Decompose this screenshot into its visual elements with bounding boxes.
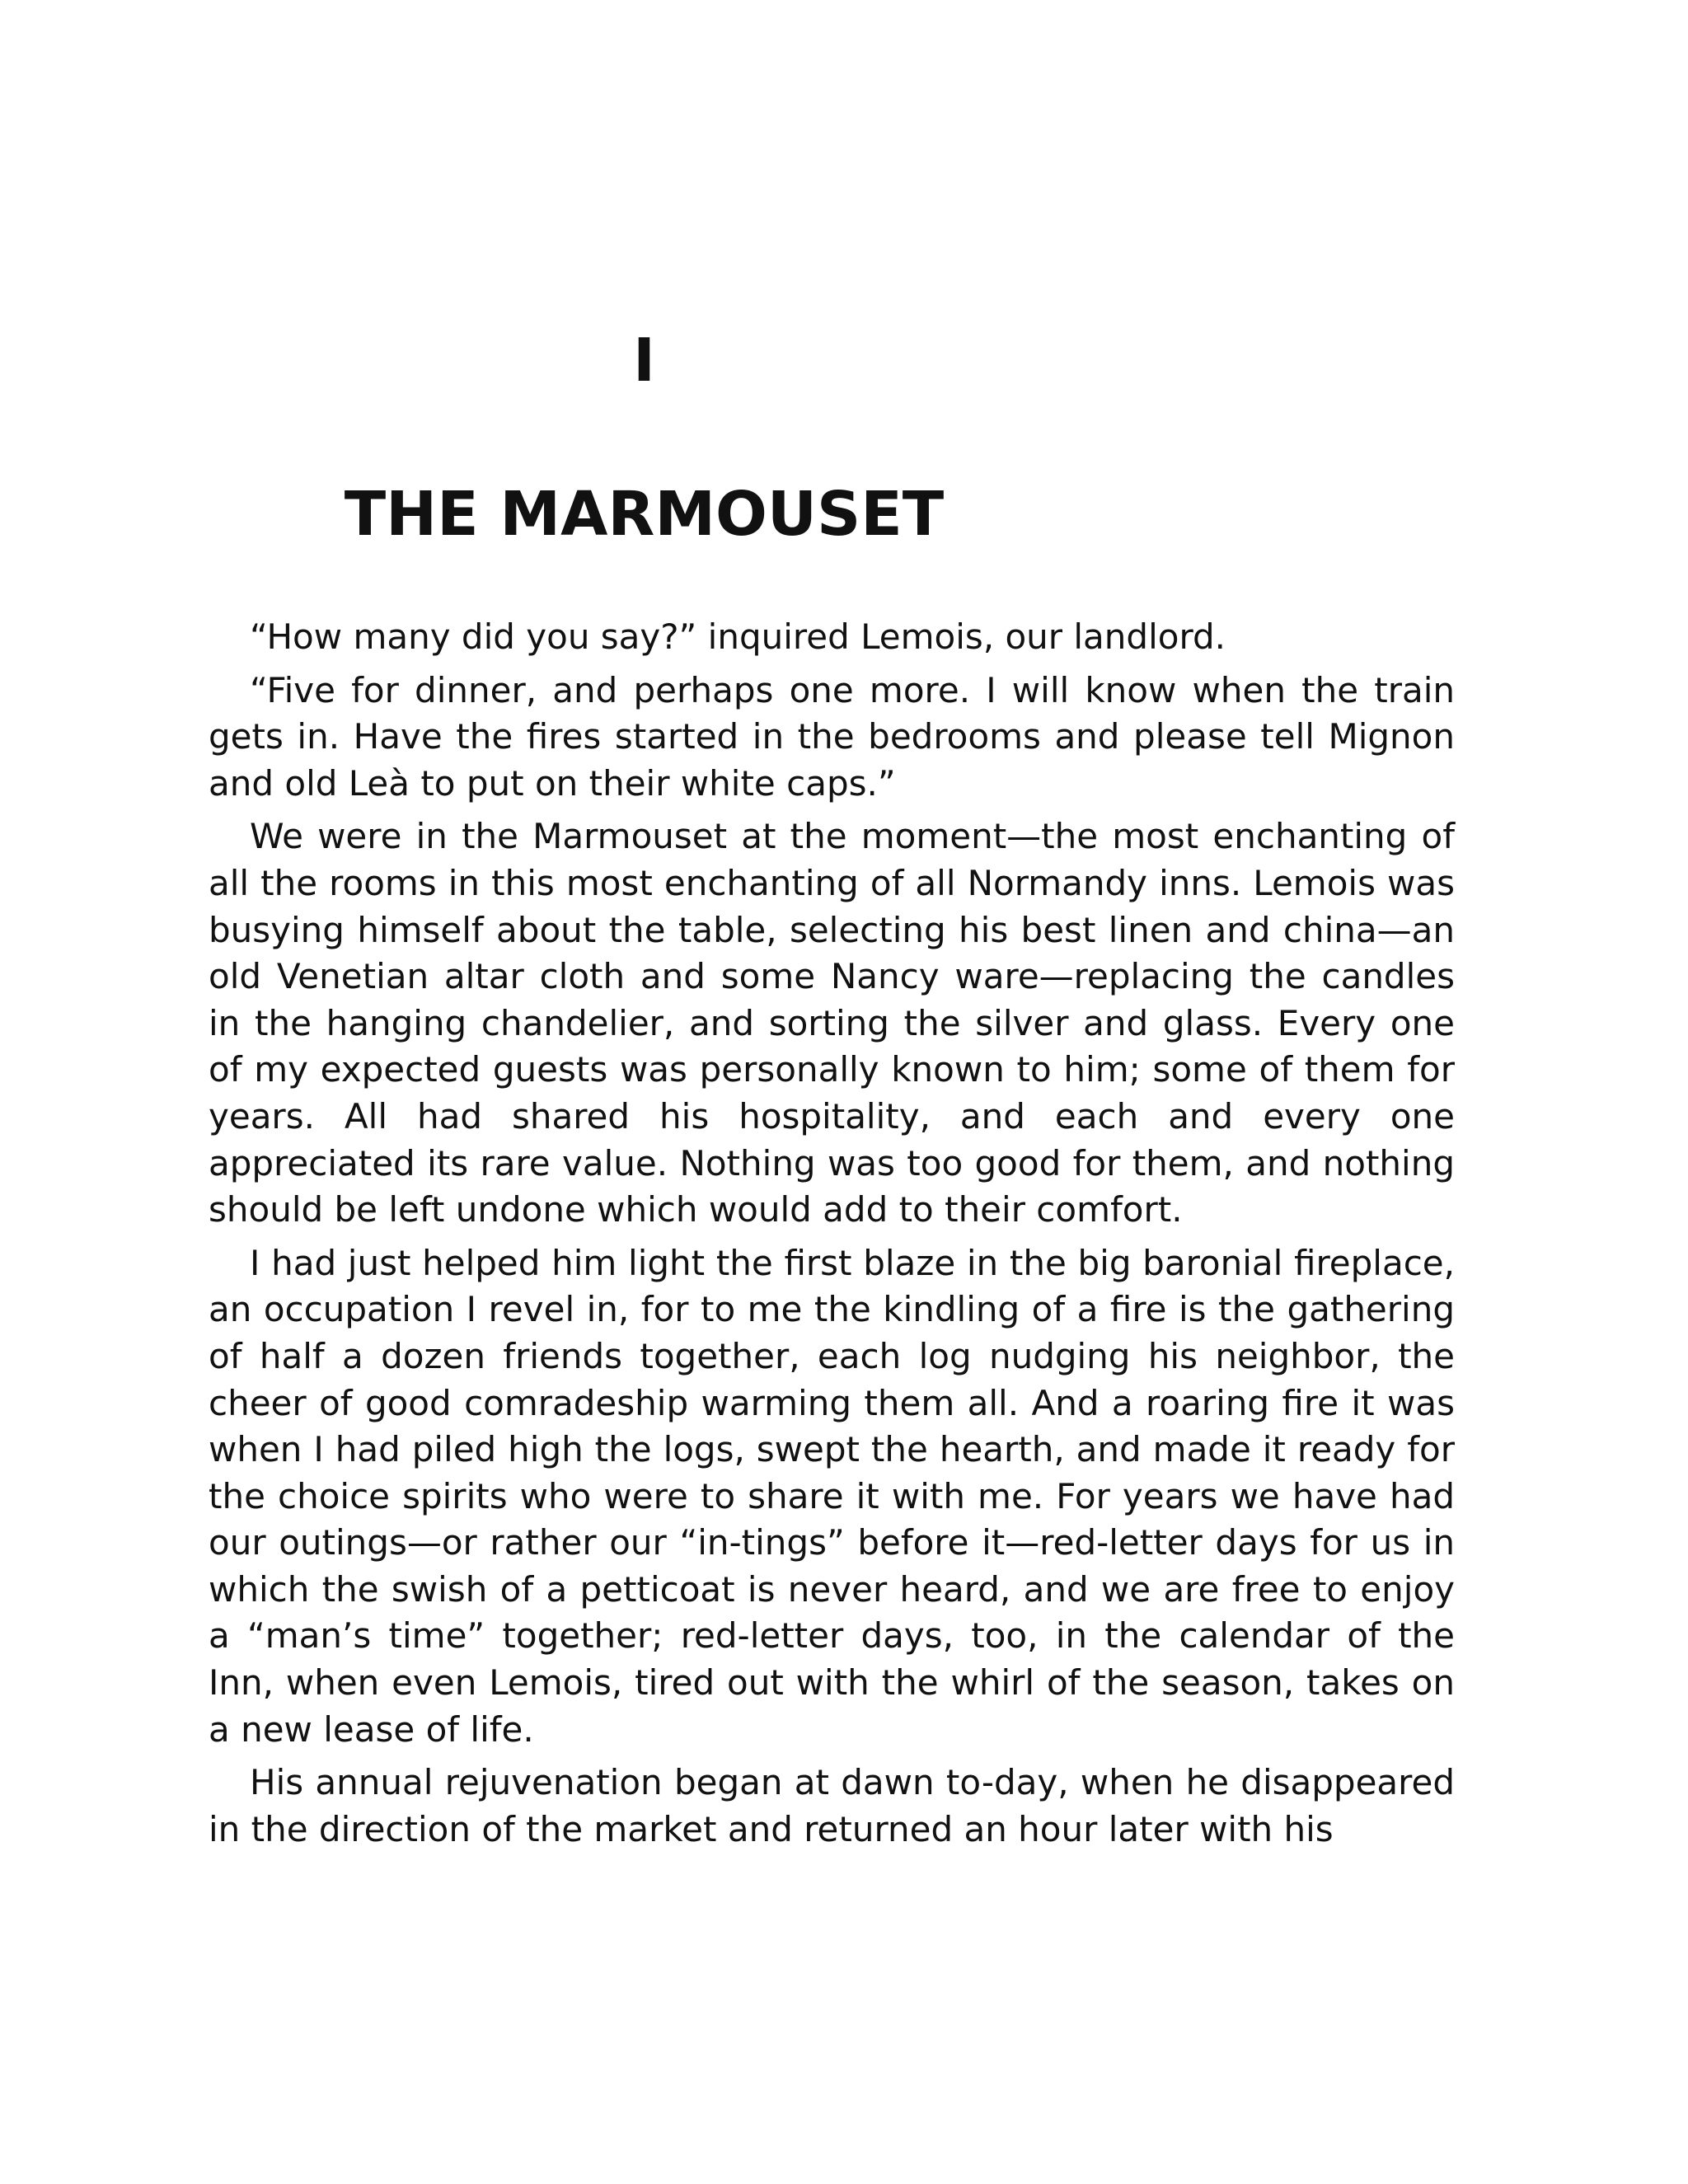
paragraph-2: “Five for dinner, and perhaps one more. I will know when the train gets in. Have the fires started in the bedrooms and please tell Mignon and old Leà to put on their white caps.” xyxy=(209,669,1455,804)
chapter-title: THE MARMOUSET xyxy=(344,479,945,550)
paragraph-5: His annual rejuvenation began at dawn to-day, when he disappeared in the direction of the market and returned an hour later with his xyxy=(209,1762,1455,1849)
paragraph-1: “How many did you say?” inquired Lemois, our landlord. xyxy=(250,616,1226,657)
paragraph-3: We were in the Marmouset at the moment—the most enchanting of all the rooms in this most enchanting of all Normandy inns. Lemois was busying himself about the table, selecting his best linen and china—an old Venetian altar cloth and some Nancy ware—replacing the candles in the hanging chandelier, and sorting the silver and glass. Every one of my expected guests was personally known to him; some of them for years. All had shared his hospitality, and each and every one appreciated its rare value. Nothing was too good for them, and nothing should be left undone which would add to their comfort. xyxy=(209,816,1455,1230)
paragraph-4: I had just helped him light the first blaze in the big baronial fireplace, an occupation I revel in, for to me the kindling of a fire is the gathering of half a dozen friends together, each log nudging his neighbor, the cheer of good comradeship warming them all. And a roaring fire it was when I had piled high the logs, swept the hearth, and made it ready for the choice spirits who were to share it with me. For years we have had our outings—or rather our “in-tings” before it—red-letter days for us in which the swish of a petticoat is never heard, and we are free to enjoy a “man’s time” together; red-letter days, too, in the calendar of the Inn, when even Lemois, tired out with the whirl of the season, takes on a new lease of life. xyxy=(209,1242,1455,1750)
chapter-number: I xyxy=(633,326,655,395)
chapter-body xyxy=(209,614,1455,1853)
